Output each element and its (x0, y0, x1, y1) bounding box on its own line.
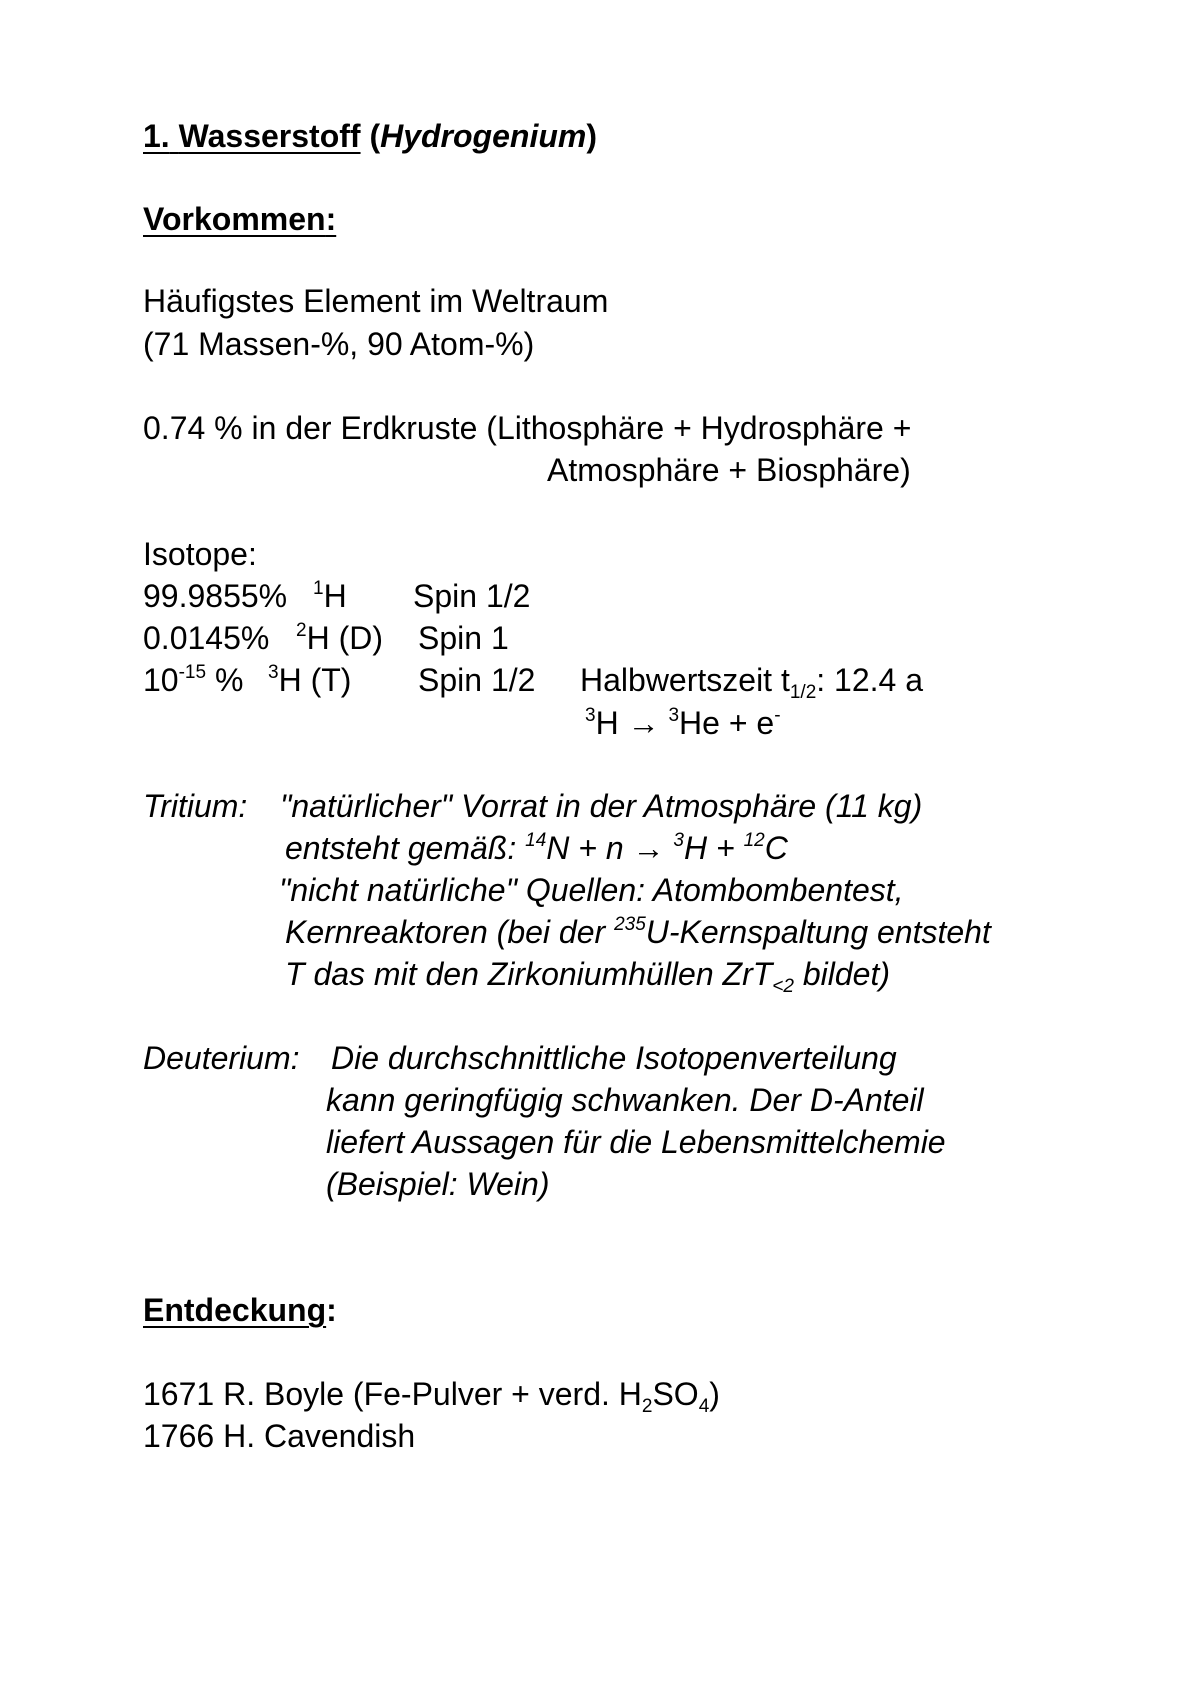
tritium-line-5 (285, 956, 890, 997)
tritium-formation-symbol-1: N + n (546, 830, 633, 866)
decay-mass-1: 3 (585, 705, 596, 726)
decay-symbol-1: H (595, 705, 619, 741)
isotope-h2-abundance: 0.0145% (143, 620, 270, 656)
isotope-h2-mass: 2 (296, 620, 307, 641)
decay-charge: - (774, 705, 781, 726)
title-name: Wasserstoff (178, 118, 361, 154)
deuterium-line-4: (Beispiel: Wein) (326, 1166, 550, 1202)
discovery-cavendish: 1766 H. Cavendish (143, 1418, 416, 1454)
tritium-formation-symbol-3: C (764, 830, 788, 866)
tritium-line-1: "natürlicher" Vorrat in der Atmosphäre (11 kg) (280, 788, 923, 824)
isotope-h1-symbol (313, 580, 347, 612)
tritium-line-3: "nicht natürliche" Quellen: Atombombentest, (279, 872, 904, 908)
halflife-label: Halbwertszeit t (580, 662, 790, 698)
decay-symbol-2: He + e (679, 705, 775, 741)
tritium-formation-mass-3: 12 (743, 830, 765, 851)
isotope-h3-abundance-unit: % (214, 662, 244, 698)
isotope-h1-mass: 1 (313, 578, 324, 599)
tritium-reactor-text-2: U-Kernspaltung entsteht (645, 914, 991, 950)
tritium-label: Tritium: (143, 788, 248, 824)
decay-equation (585, 707, 781, 739)
isotope-h3-spin: Spin 1/2 (418, 662, 536, 698)
isotope-h2-spin: Spin 1 (418, 620, 509, 656)
deuterium-label: Deuterium: (143, 1040, 300, 1076)
tritium-line-2 (285, 832, 788, 864)
tritium-line-4 (285, 916, 991, 948)
tritium-zirconium-text: T das mit den Zirkoniumhüllen ZrT (285, 956, 773, 992)
isotope-h3-abundance (143, 664, 243, 696)
deuterium-line-3: liefert Aussagen für die Lebensmittelchemie (326, 1124, 946, 1160)
isotope-h3-abundance-exponent: -15 (178, 662, 207, 683)
isotope-h1-element: H (323, 578, 347, 614)
tritium-u-mass: 235 (614, 914, 646, 935)
section-title: 1. Wasserstoff (Hydrogenium) (143, 118, 597, 154)
title-main (143, 118, 361, 154)
decay-mass-2: 3 (668, 705, 680, 726)
boyle-text: 1671 R. Boyle (Fe-Pulver + verd. H (143, 1376, 642, 1412)
boyle-so-text: SO (652, 1376, 699, 1412)
halflife-value: : 12.4 a (816, 662, 924, 698)
title-number: 1. (143, 118, 170, 154)
isotope-h3-mass: 3 (268, 662, 279, 683)
discovery-boyle (143, 1376, 720, 1417)
isotope-h3-abundance-base: 10 (143, 662, 179, 698)
halflife-subscript: 1/2 (789, 682, 817, 703)
isotope-h3-symbol (268, 664, 351, 696)
isotope-h3-element: H (T) (278, 662, 352, 698)
isotope-h1-spin: Spin 1/2 (413, 578, 531, 614)
universe-line-2: (71 Massen-%, 90 Atom-%) (143, 326, 535, 362)
universe-line-1: Häufigstes Element im Weltraum (143, 283, 609, 319)
tritium-formation-arrow: → (632, 830, 665, 866)
isotope-heading: Isotope: (143, 536, 257, 572)
vorkommen-heading-text: Vorkommen (143, 201, 326, 237)
boyle-close-paren: ) (709, 1376, 720, 1412)
deuterium-line-2: kann geringfügig schwanken. Der D-Anteil (326, 1082, 924, 1118)
isotope-h3-halflife (580, 662, 924, 703)
deuterium-line-1: Die durchschnittliche Isotopenverteilung (331, 1040, 897, 1076)
isotope-h2-symbol (296, 622, 383, 654)
entdeckung-heading-text: Entdeckung (143, 1292, 327, 1328)
tritium-formation-mass-1: 14 (525, 830, 547, 851)
boyle-h2-subscript: 2 (641, 1396, 653, 1417)
tritium-formation-symbol-2: H + (684, 830, 744, 866)
decay-arrow: → (627, 705, 660, 741)
title-latin: Hydrogenium (380, 118, 587, 154)
isotope-h1-abundance: 99.9855% (143, 578, 288, 614)
tritium-formation-mass-2: 3 (673, 830, 684, 851)
tritium-zrt-subscript: <2 (772, 976, 794, 997)
crust-line-1: 0.74 % in der Erdkruste (Lithosphäre + Hydrosphäre + (143, 410, 912, 446)
entdeckung-heading: Entdeckung: (143, 1292, 337, 1328)
tritium-formation-label: entsteht gemäß: (285, 830, 526, 866)
tritium-reactor-text: Kernreaktoren (bei der (285, 914, 615, 950)
tritium-zirconium-text-2: bildet) (793, 956, 890, 992)
vorkommen-heading: Vorkommen: (143, 201, 337, 237)
crust-line-2: Atmosphäre + Biosphäre) (547, 452, 911, 488)
boyle-o4-subscript: 4 (698, 1396, 710, 1417)
isotope-h2-element: H (D) (306, 620, 383, 656)
